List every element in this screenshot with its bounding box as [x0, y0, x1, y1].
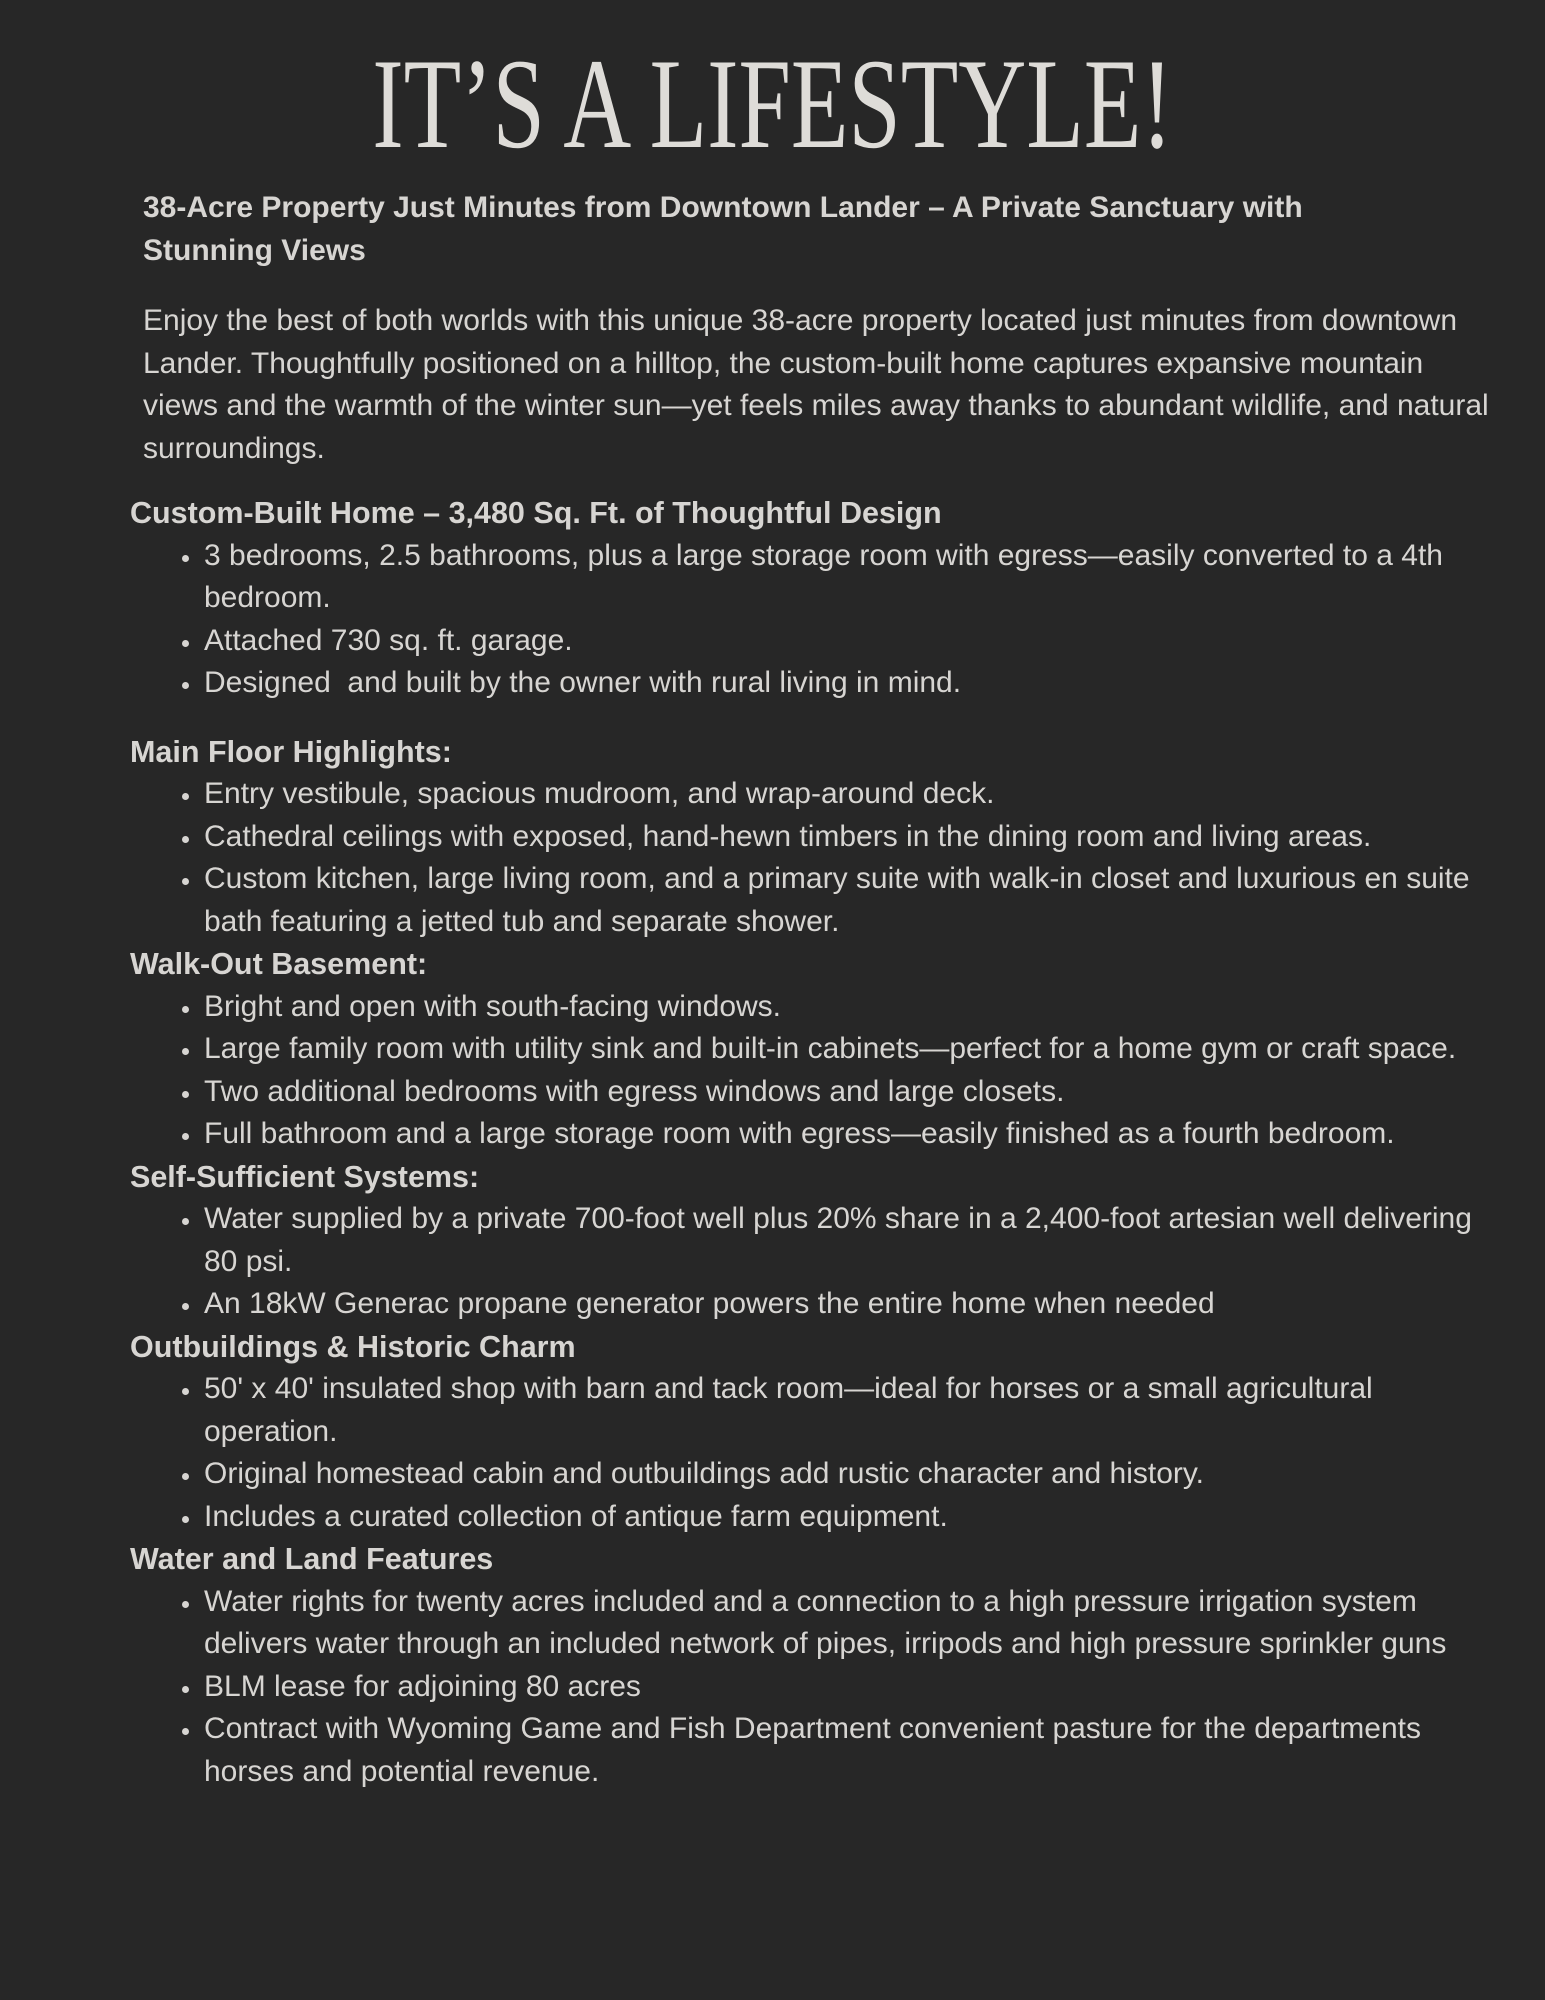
- bullet-item: • Contract with Wyoming Game and Fish Department convenient pasture for the departments horses and potential revenue.: [202, 1708, 1503, 1793]
- bullet-item: • Full bathroom and a large storage room with egress—easily finished as a fourth bedroom.: [202, 1113, 1503, 1156]
- bullet-item: • Cathedral ceilings with exposed, hand-hewn timbers in the dining room and living areas.: [202, 816, 1503, 859]
- listing-headline: 38-Acre Property Just Minutes from Downtown Lander – A Private Sanctuary with Stunning Views: [143, 191, 1312, 267]
- bullet-item: • 3 bedrooms, 2.5 bathrooms, plus a large storage room with egress—easily converted to a 4th bedroom.: [202, 535, 1503, 620]
- bullet-item: • An 18kW Generac propane generator powers the entire home when needed: [202, 1283, 1503, 1326]
- section-water-land-features: [130, 1538, 1503, 1793]
- bullet-item: • Bright and open with south-facing windows.: [202, 986, 1503, 1029]
- bullet-item: • Entry vestibule, spacious mudroom, and wrap-around deck.: [202, 773, 1503, 816]
- bullet-item: • 50' x 40' insulated shop with barn and tack room—ideal for horses or a small agricultural operation.: [202, 1368, 1503, 1453]
- page-title: IT’S A LIFESTYLE!: [372, 32, 1173, 175]
- section-outbuildings-historic-charm: [130, 1326, 1503, 1539]
- bullet-item: • Attached 730 sq. ft. garage.: [202, 620, 1503, 663]
- bullet-list: [130, 535, 1503, 705]
- section-heading: Water and Land Features: [130, 1542, 494, 1576]
- bullet-item: • Original homestead cabin and outbuildings add rustic character and history.: [202, 1453, 1503, 1496]
- intro-paragraph: Enjoy the best of both worlds with this unique 38-acre property located just minutes from downtown Lander. Thoughtfully positioned on a hilltop, the custom-built home captures expansive mountain views and the warmth of the winter sun—yet feels miles away thanks to abundant wildlife, and natural surroundings.: [143, 304, 1498, 465]
- section-heading: Custom-Built Home – 3,480 Sq. Ft. of Thoughtful Design: [130, 496, 942, 530]
- section-heading: Main Floor Highlights:: [130, 734, 452, 769]
- section-walk-out-basement: [130, 943, 1503, 1156]
- bullet-item: • Designed and built by the owner with rural living in mind.: [202, 662, 1503, 705]
- bullet-item: • Water supplied by a private 700-foot well plus 20% share in a 2,400-foot artesian well delivering 80 psi.: [202, 1198, 1503, 1283]
- section-custom-built-home: [130, 492, 1503, 705]
- flyer-body: [0, 187, 1545, 1793]
- bullet-list: [130, 773, 1503, 943]
- bullet-list: [130, 986, 1503, 1156]
- section-main-floor-highlights: [130, 731, 1503, 944]
- bullet-list: [130, 1368, 1503, 1538]
- bullet-item: • Includes a curated collection of antique farm equipment.: [202, 1496, 1503, 1539]
- bullet-item: • Custom kitchen, large living room, and a primary suite with walk-in closet and luxurious en suite bath featuring a jetted tub and separate shower.: [202, 858, 1503, 943]
- bullet-list: [130, 1581, 1503, 1794]
- section-self-sufficient-systems: [130, 1156, 1503, 1326]
- section-heading: Outbuildings & Historic Charm: [130, 1329, 576, 1364]
- bullet-item: • BLM lease for adjoining 80 acres: [202, 1666, 1503, 1709]
- section-heading: Self-Sufficient Systems:: [130, 1159, 480, 1194]
- section-heading: Walk-Out Basement:: [130, 947, 428, 981]
- bullet-item: • Two additional bedrooms with egress windows and large closets.: [202, 1071, 1503, 1114]
- bullet-list: [130, 1198, 1503, 1326]
- bullet-item: • Large family room with utility sink and built-in cabinets—perfect for a home gym or craft space.: [202, 1028, 1503, 1071]
- bullet-item: • Water rights for twenty acres included and a connection to a high pressure irrigation system delivers water through an included network of pipes, irripods and high pressure sprinkler guns: [202, 1581, 1503, 1666]
